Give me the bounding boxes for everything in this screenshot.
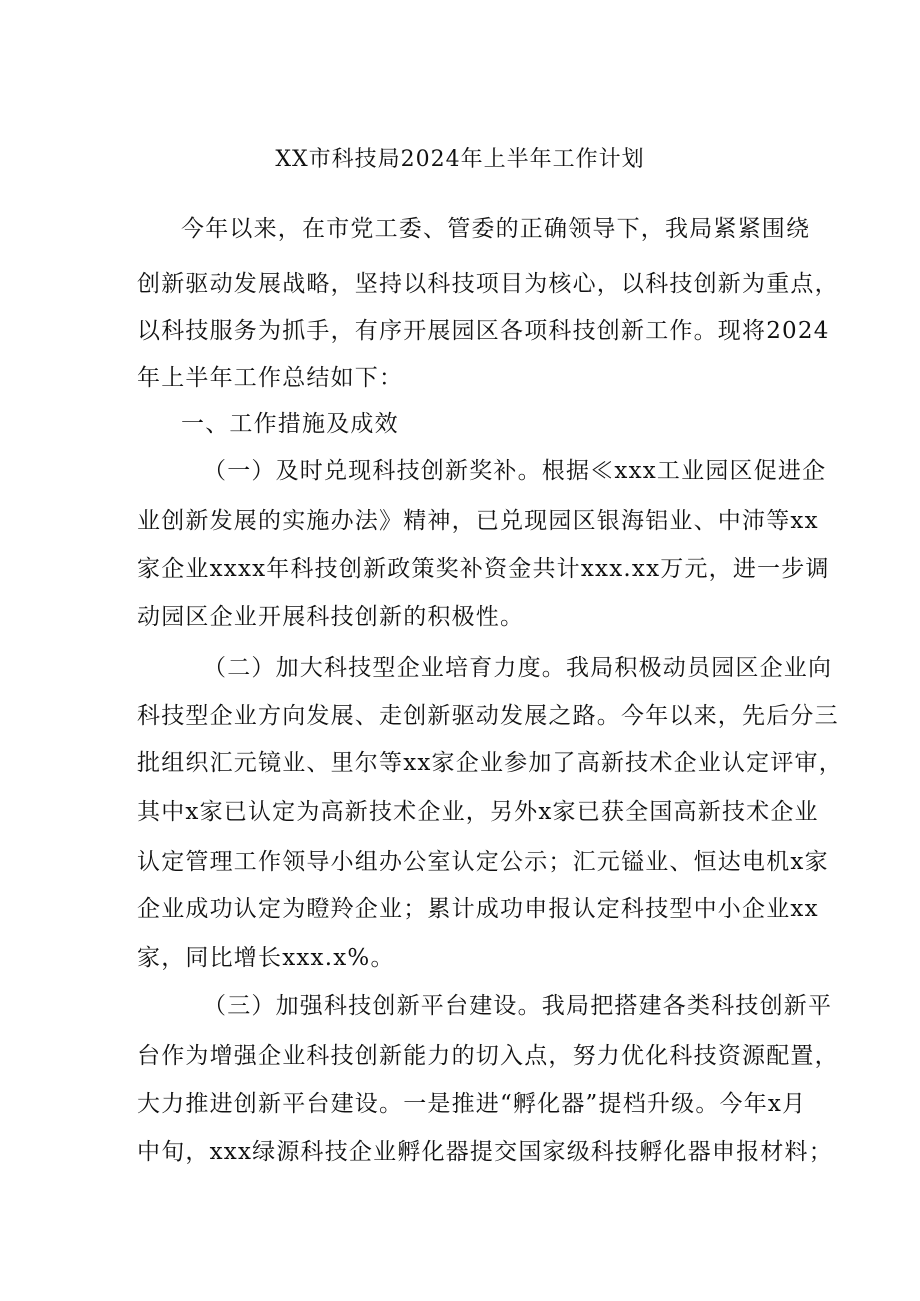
paragraph-line: 动园区企业开展科技创新的积极性。	[137, 604, 525, 630]
paragraph-line: 大力推进创新平台建设。一是推进“孵化器”提档升级。今年x月	[137, 1091, 807, 1117]
section-heading: 一、工作措施及成效	[181, 411, 399, 437]
paragraph-line: 认定管理工作领导小组办公室认定公示；汇元镒业、恒达电机x家	[137, 849, 829, 875]
paragraph-line: 年上半年工作总结如下：	[137, 365, 404, 391]
paragraph-line: 批组织汇元镜业、里尔等xx家企业参加了高新技术企业认定评审，	[137, 750, 843, 776]
paragraph-line: 家，同比增长xxx.x%。	[137, 945, 395, 971]
paragraph-line: 企业成功认定为瞪羚企业；累计成功申报认定科技型中小企业xx	[137, 896, 819, 922]
paragraph-line: （二）加大科技型企业培育力度。我局积极动员园区企业向	[203, 655, 833, 681]
paragraph-line: 科技型企业方向发展、走创新驱动发展之路。今年以来，先后分三	[137, 703, 839, 729]
paragraph-line: 今年以来，在市党工委、管委的正确领导下，我局紧紧围绕	[181, 216, 811, 242]
paragraph-line: 家企业xxxx年科技创新政策奖补资金共计xxx.xx万元，进一步调	[137, 556, 830, 582]
document-title: XX市科技局2024年上半年工作计划	[275, 147, 645, 172]
paragraph-line: （三）加强科技创新平台建设。我局把搭建各类科技创新平	[203, 993, 833, 1019]
paragraph-line: 其中x家已认定为高新技术企业，另外x家已获全国高新技术企业	[137, 799, 819, 825]
paragraph-line: 中旬，xxx绿源科技企业孵化器提交国家级科技孵化器申报材料；	[137, 1139, 833, 1165]
paragraph-line: 以科技服务为抓手，有序开展园区各项科技创新工作。现将2024	[137, 318, 830, 344]
paragraph-line: 创新驱动发展战略，坚持以科技项目为核心，以科技创新为重点，	[137, 271, 839, 297]
paragraph-line: （一）及时兑现科技创新奖补。根据≪xxx工业园区促进企	[203, 458, 827, 484]
paragraph-line: 业创新发展的实施办法》精神，已兑现园区银海铝业、中沛等xx	[137, 508, 819, 534]
paragraph-line: 台作为增强企业科技创新能力的切入点，努力优化科技资源配置，	[137, 1043, 839, 1069]
